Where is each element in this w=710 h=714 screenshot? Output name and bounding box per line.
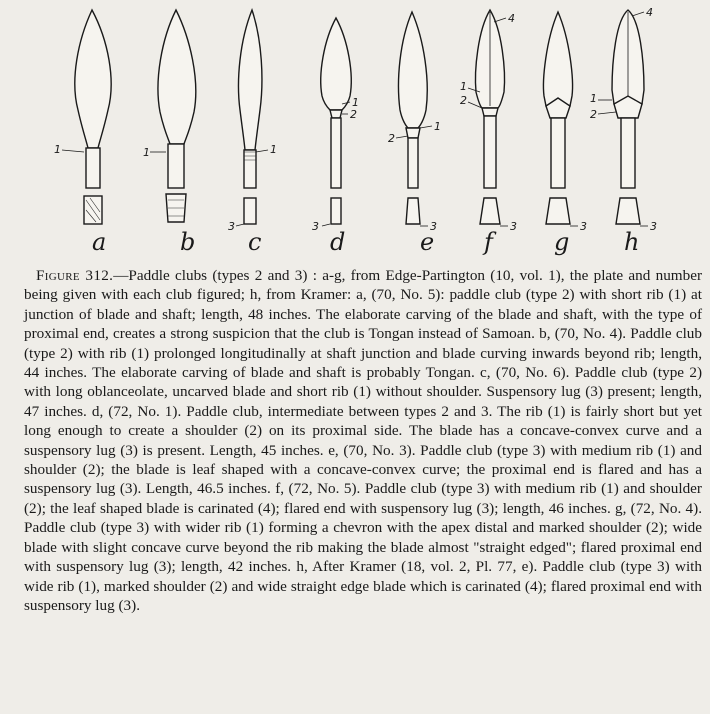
callout-c-1: 1: [270, 143, 277, 156]
club-letter-d: d: [330, 228, 346, 256]
callout-e-3: 3: [430, 220, 437, 233]
club-c: [228, 10, 277, 256]
club-letter-b: b: [180, 228, 196, 256]
callout-h-1: 1: [590, 92, 597, 105]
callout-a-1: 1: [54, 143, 61, 156]
callout-g-3: 3: [580, 220, 587, 233]
club-letter-f: f: [484, 228, 493, 256]
callout-h-2: 2: [590, 108, 597, 121]
callout-d-3: 3: [312, 220, 319, 233]
callout-d-1: 1: [352, 96, 359, 109]
club-g: [544, 12, 587, 256]
callout-h-4: 4: [646, 6, 653, 19]
callout-e-2: 2: [388, 132, 395, 145]
club-a: [54, 10, 111, 256]
callout-h-3: 3: [650, 220, 657, 233]
callout-f-3: 3: [510, 220, 517, 233]
callout-f-2: 2: [460, 94, 467, 107]
club-letter-c: c: [248, 228, 262, 256]
callout-e-1: 1: [434, 120, 441, 133]
callout-f-1: 1: [460, 80, 467, 93]
club-h: [590, 6, 657, 256]
figure-caption: [24, 266, 702, 615]
figure-312-illustration: [0, 0, 710, 262]
caption-paragraph: [24, 266, 702, 615]
callout-d-2: 2: [350, 108, 357, 121]
callout-c-3: 3: [228, 220, 235, 233]
caption-text: —Paddle clubs (types 2 and 3) : a-g, from Edge-Partington (10, vol. 1), the plate and number being given with each club figured; h, from Kramer: a, (70, No. 5): paddle club (type 2) with short rib (1) at junction of blade and shaft; length, 48 inches. The elaborate carving of the blade and shaft, with the type of proximal end, creates a strong suspicion that the club is Tongan instead of Samoan. b, (70, No. 4). Paddle club (type 2) with rib (1) prolonged longitudinally at shaft junction and blade curving inwards beyond rib; length, 44 inches. The elaborate carving of blade and shaft is probably Tongan. c, (70, No. 6). Paddle club (type 2) with long oblanceolate, uncarved blade and short rib (1) without shoulder. Suspensory lug (3) present; length, 47 inches. d, (72, No. 1). Paddle club, intermediate between types 2 and 3. The rib (1) is fairly short but yet long enough to create a shoulder (2) on its proximal side. The blade has a concave-convex curve and a suspensory lug (3) is present. Length, 45 inches. e, (70, No. 3). Paddle club (type 3) with medium rib (1) and shoulder (2); the blade is leaf shaped with a concave-convex curve; the proximal end is flared and has a suspensory lug (3). Length, 46.5 inches. f, (72, No. 5). Paddle club (type 3) with medium rib (1) and shoulder (2); the leaf shaped blade is carinated (4); flared end with suspensory lug (3); length, 46 inches. g, (72, No. 4). Paddle club (type 3) with wider rib (1) forming a chevron with the apex distal and marked shoulder (2); wide blade with slight concave curve beyond the rib making the blade almost "straight edged"; flared proximal end with suspensory lug (3); length, 42 inches. h, After Kramer (18, vol. 2, Pl. 77, e). Paddle club (type 3) with wide rib (1), marked shoulder (2) and wide straight edge blade which is carinated (4); flared proximal end with suspensory lug (3).: [24, 267, 702, 614]
callout-f-4: 4: [508, 12, 515, 25]
callout-b-1: 1: [143, 146, 150, 159]
club-letter-a: a: [92, 228, 107, 256]
club-letter-e: e: [420, 228, 435, 256]
club-letter-g: g: [554, 228, 570, 256]
club-e: [388, 12, 441, 256]
club-b: [143, 10, 196, 256]
caption-figure-label: Figure 312.: [36, 267, 114, 284]
club-letter-h: h: [624, 228, 640, 256]
club-f: [460, 10, 517, 256]
club-d: [312, 18, 359, 256]
